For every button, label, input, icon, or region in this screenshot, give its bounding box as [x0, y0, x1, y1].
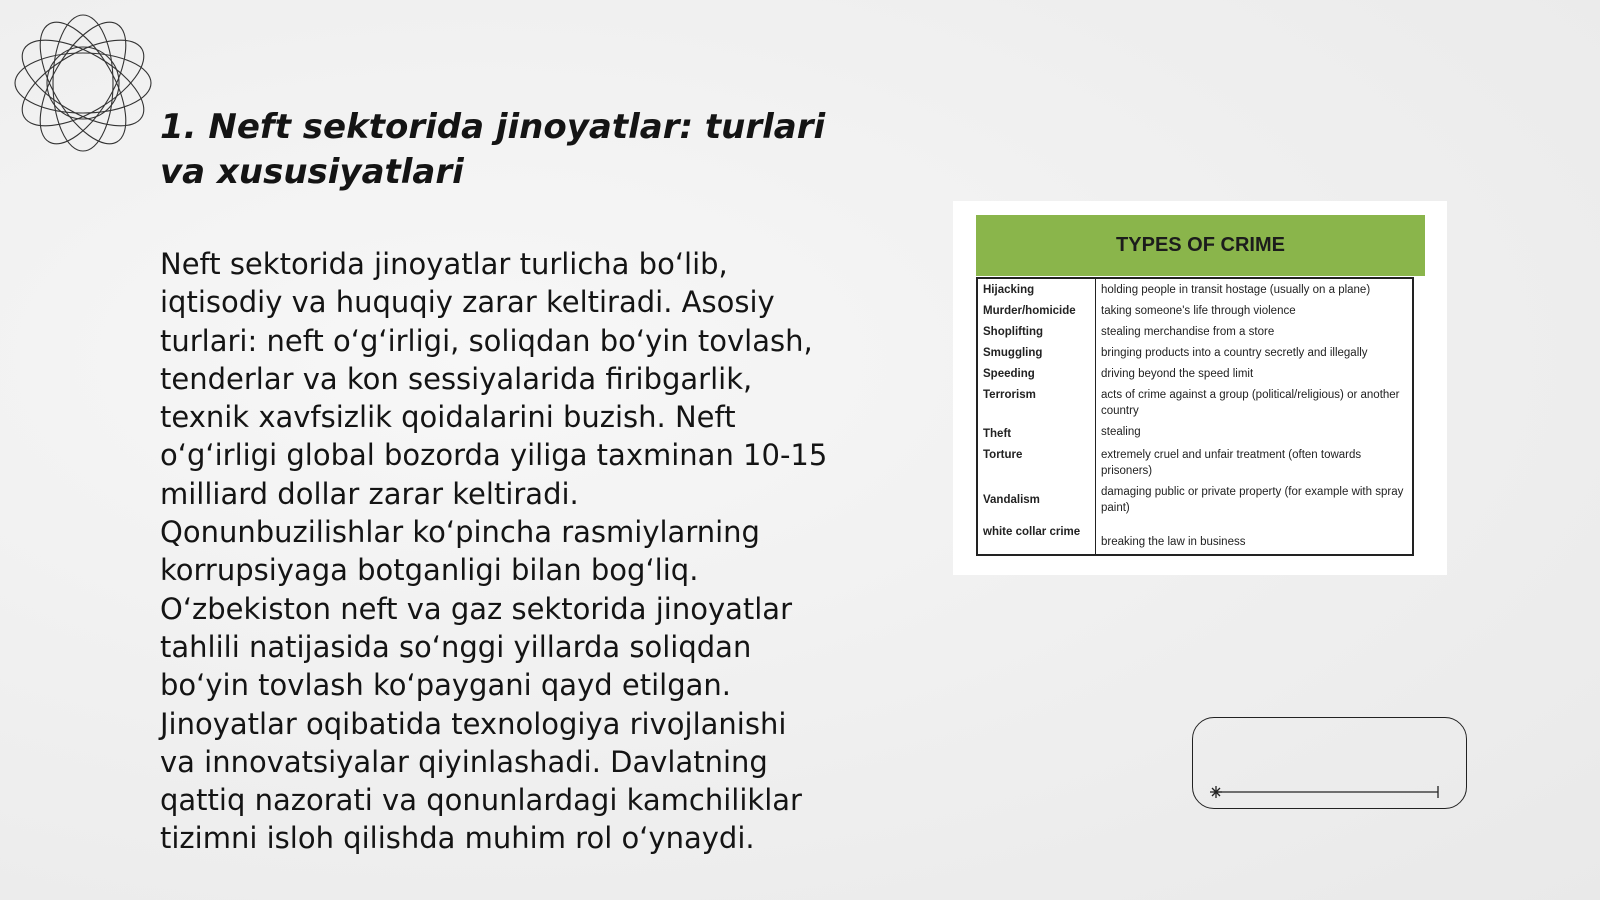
- crime-term: Shoplifting: [977, 321, 1096, 342]
- crime-term: Smuggling: [977, 342, 1096, 363]
- crime-types-table: [976, 277, 1414, 556]
- crime-definition: acts of crime against a group (political/religious) or another country: [1101, 389, 1400, 417]
- crime-definition: taking someone's life through violence: [1101, 305, 1296, 317]
- table-row: [977, 321, 1413, 342]
- timeline-sparkle-icon: [1210, 786, 1440, 798]
- crime-definition: stealing: [1101, 426, 1141, 438]
- crime-term: Murder/homicide: [977, 300, 1096, 321]
- table-row: [977, 481, 1413, 518]
- table-row: [977, 363, 1413, 384]
- crime-definition: extremely cruel and unfair treatment (often towards prisoners): [1101, 449, 1362, 477]
- crime-types-table-image: [953, 201, 1447, 575]
- crime-term: Theft: [977, 421, 1096, 444]
- slide-title: 1. Neft sektorida jinoyatlar: turlari va xususiyatlari: [160, 107, 826, 192]
- table-row: [977, 421, 1413, 444]
- crime-definition: breaking the law in business: [1101, 536, 1246, 548]
- crime-term: Vandalism: [977, 481, 1096, 518]
- crime-definition: stealing merchandise from a store: [1101, 326, 1275, 338]
- crime-term: Hijacking: [977, 278, 1096, 300]
- table-row: [977, 384, 1413, 421]
- circular-rings-ornament-icon: [8, 8, 158, 158]
- table-row: [977, 278, 1413, 300]
- table-row: [977, 300, 1413, 321]
- table-row: [977, 342, 1413, 363]
- table-row: [977, 518, 1413, 555]
- crime-definition: bringing products into a country secretly and illegally: [1101, 347, 1368, 359]
- crime-term: Speeding: [977, 363, 1096, 384]
- crime-term: white collar crime: [977, 518, 1096, 555]
- crime-definition: damaging public or private property (for example with spray paint): [1101, 486, 1404, 514]
- crime-term: Torture: [977, 444, 1096, 481]
- table-row: [977, 444, 1413, 481]
- crime-definition: holding people in transit hostage (usually on a plane): [1101, 284, 1371, 296]
- crime-definition: driving beyond the speed limit: [1101, 368, 1254, 380]
- table-header: TYPES OF CRIME: [976, 215, 1425, 276]
- slide-body-text: Neft sektorida jinoyatlar turlicha bo‘lib, iqtisodiy va huquqiy zarar keltiradi. Asosiy turlari: neft o‘g‘irligi, soliqdan bo‘yin tovlash, tenderlar va kon sessiyalarida firibgarlik, texnik xavfsizlik qoidalarini buzish. Neft o‘g‘irligi global bozorda yiliga taxminan 10-15 milliard dollar zarar keltiradi. Qonunbuzilishlar ko‘pincha rasmiylarning korrupsiyaga botganligi bilan bog‘liq. O‘zbekiston neft va gaz sektorida jinoyatlar tahlili natijasida so‘nggi yillarda soliqdan bo‘yin tovlash ko‘paygani qayd etilgan. Jinoyatlar oqibatida texnologiya rivojlanishi va innovatsiyalar qiyinlashadi. Davlatning qattiq nazorati va qonunlardagi kamchiliklar tizimni isloh qilishda muhim rol o‘ynaydi.: [160, 247, 828, 856]
- crime-term: Terrorism: [977, 384, 1096, 421]
